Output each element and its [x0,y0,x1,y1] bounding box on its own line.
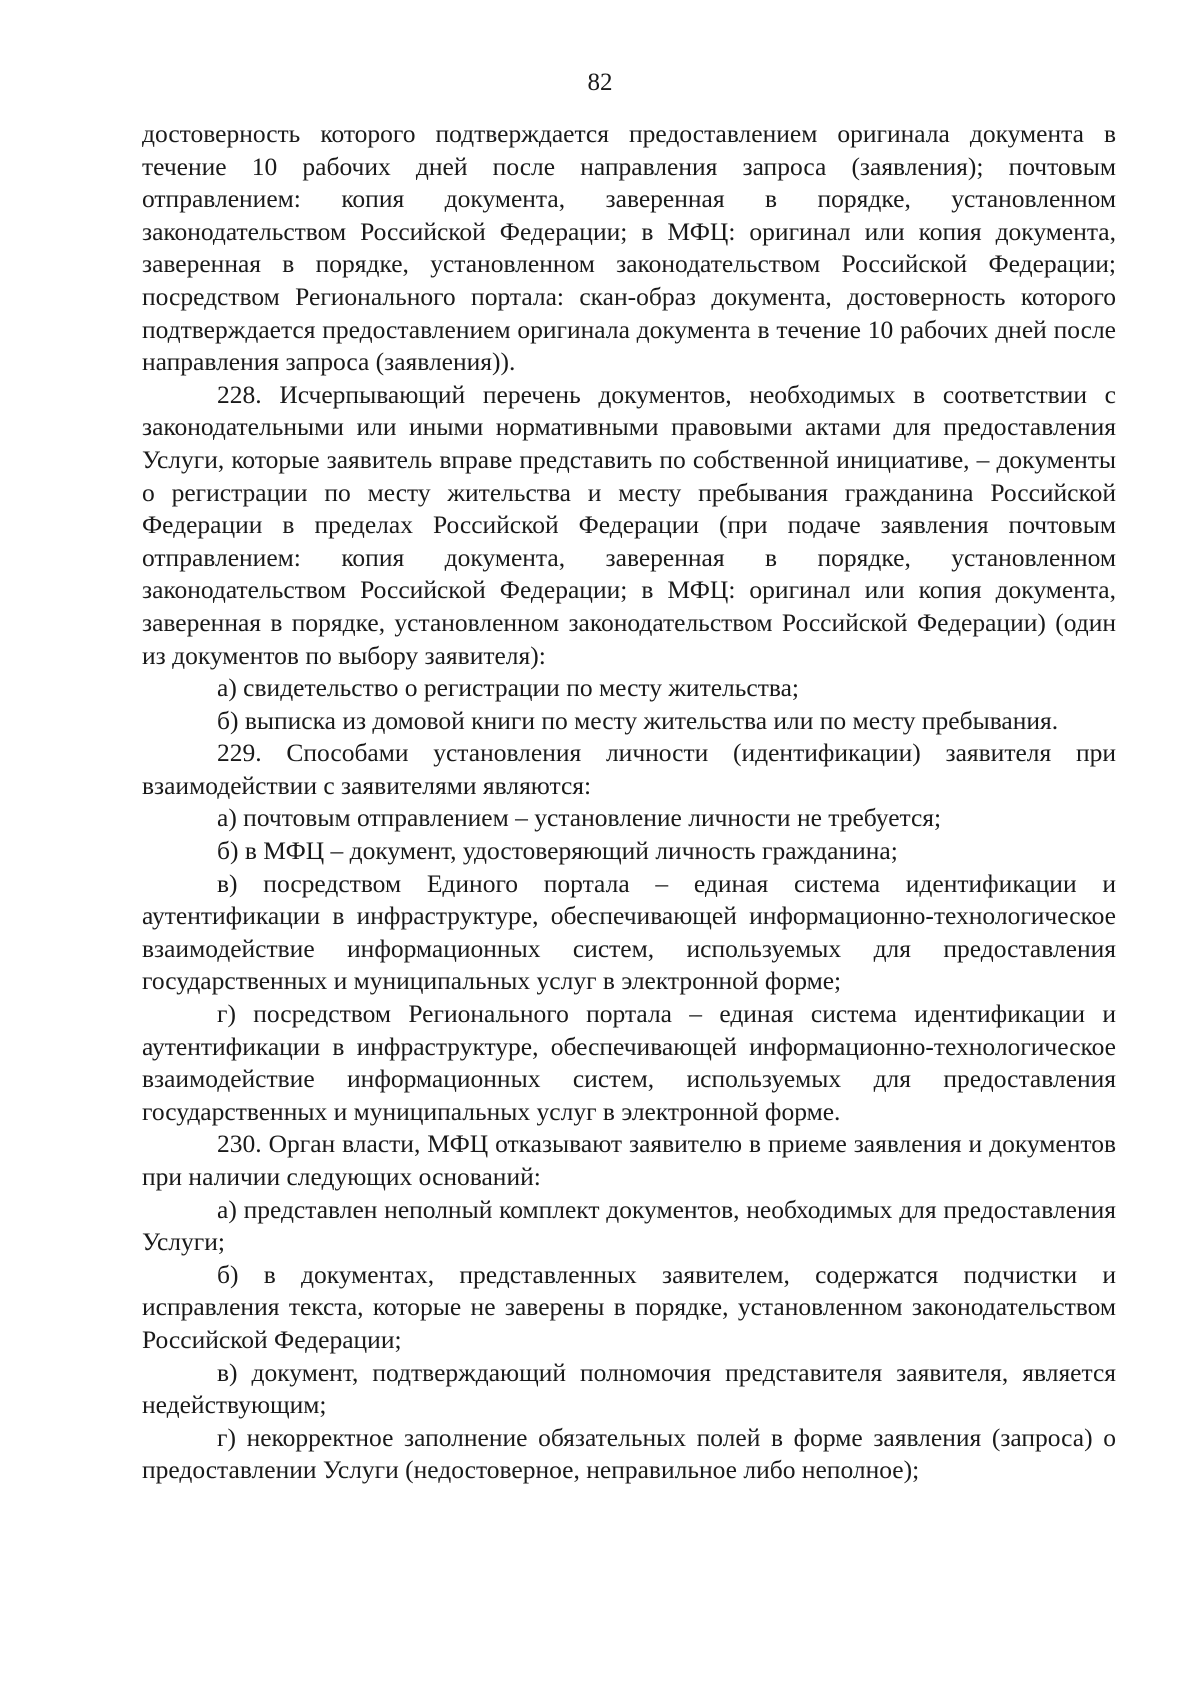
paragraph: в) документ, подтверждающий полномочия представителя заявителя, является недействующим; [142,1357,1116,1420]
paragraph: достоверность которого подтверждается предоставлением оригинала документа в течение 10 рабочих дней после направления запроса (заявления); почтовым отправлением: копия документа, заверенная в порядке, установленном законодательством Российской Федерации; в МФЦ: оригинал или копия документа, заверенная в порядке, установленном законодательством Российской Федерации; посредством Регионального портала: скан-образ документа, достоверность которого подтверждается предоставлением оригинала документа в течение 10 рабочих дней после направления запроса (заявления)). [142,119,1116,377]
paragraph: б) выписка из домовой книги по месту жительства или по месту пребывания. [217,705,1059,735]
paragraph: 228. Исчерпывающий перечень документов, необходимых в соответствии с законодательными или иными нормативными правовыми актами для предоставления Услуги, которые заявитель вправе представить по собственной инициативе, – документы о регистрации по месту жительства и месту пребывания гражданина Российской Федерации в пределах Российской Федерации (при подаче заявления почтовым отправлением: копия документа, заверенная в порядке, установленном законодательством Российской Федерации; в МФЦ: оригинал или копия документа, заверенная в порядке, установленном законодательством Российской Федерации) (один из документов по выбору заявителя): [142,379,1116,670]
paragraph: г) посредством Регионального портала – единая система идентификации и аутентификации в инфраструктуре, обеспечивающей информационно-технологическое взаимодействие информационных систем, используемых для предоставления государственных и муниципальных услуг в электронной форме. [142,999,1116,1126]
paragraph: б) в МФЦ – документ, удостоверяющий личность гражданина; [217,836,898,866]
paragraph: а) представлен неполный комплект документов, необходимых для предоставления Услуги; [142,1194,1116,1257]
paragraph: б) в документах, представленных заявителем, содержатся подчистки и исправления текста, которые не заверены в порядке, установленном законодательством Российской Федерации; [142,1259,1116,1354]
paragraph: в) посредством Единого портала – единая система идентификации и аутентификации в инфраструктуре, обеспечивающей информационно-технологическое взаимодействие информационных систем, используемых для предоставления государственных и муниципальных услуг в электронной форме; [142,868,1116,996]
paragraph: а) почтовым отправлением – установление личности не требуется; [217,803,942,833]
paragraph: 229. Способами установления личности (идентификации) заявителя при взаимодействии с заявителями являются: [142,738,1116,800]
paragraph: г) некорректное заполнение обязательных полей в форме заявления (запроса) о предоставлении Услуги (недостоверное, неправильное либо неполное); [142,1422,1116,1485]
page-number: 82 [587,69,613,96]
document-body [142,118,1116,1487]
paragraph: 230. Орган власти, МФЦ отказывают заявителю в приеме заявления и документов при наличии следующих оснований: [142,1129,1116,1191]
paragraph: а) свидетельство о регистрации по месту жительства; [217,673,799,703]
